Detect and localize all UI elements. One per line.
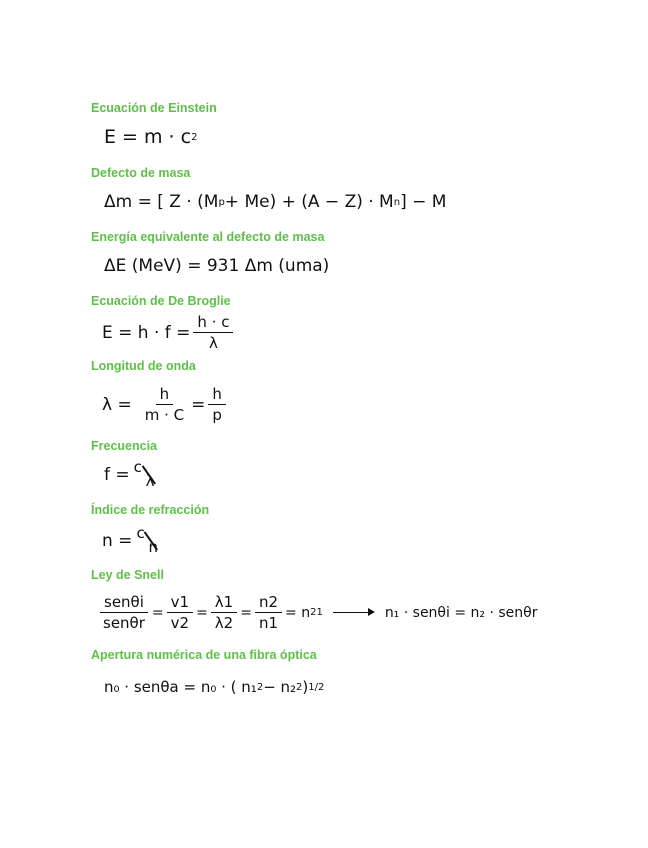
wavelength-fraction-2: [208, 386, 226, 423]
frequency-left: f =: [104, 465, 130, 485]
refraction-left: n =: [102, 531, 133, 551]
snell-denominator-4: n1: [258, 614, 279, 632]
de-broglie-denominator: λ: [209, 334, 218, 352]
wavelength-left: λ =: [102, 394, 132, 415]
wavelength-numerator-1: h: [156, 386, 174, 405]
heading-wavelength: Longitud de onda: [91, 359, 196, 373]
formula-snell: [96, 594, 537, 631]
wavelength-denominator-1: m · C: [144, 406, 185, 424]
heading-snell: Ley de Snell: [91, 568, 164, 582]
frequency-denominator: λ: [145, 472, 155, 490]
formula-frequency: [104, 460, 160, 490]
snell-numerator-2: v1: [167, 594, 193, 613]
wavelength-denominator-2: p: [212, 406, 222, 424]
snell-numerator-1: senθi: [100, 594, 148, 613]
formula-einstein: [104, 126, 197, 148]
na-sup-2: 2: [296, 681, 303, 693]
de-broglie-fraction: [193, 314, 233, 351]
refraction-slash-fraction: [136, 526, 162, 556]
mass-defect-part-b: + Me) + (A − Z) · M: [224, 192, 394, 212]
formula-wavelength: [102, 386, 229, 423]
snell-fraction-3: [211, 594, 237, 631]
na-sup-1: 2: [256, 681, 264, 693]
snell-fraction-4: [255, 594, 282, 631]
de-broglie-left: E = h · f =: [102, 322, 191, 343]
snell-equals-3: =: [240, 604, 252, 621]
right-arrow-icon: [333, 608, 375, 618]
snell-equals-1: =: [151, 604, 164, 621]
mass-defect-sub-n: n: [393, 196, 401, 208]
snell-fraction-2: [167, 594, 193, 631]
heading-frequency: Frecuencia: [91, 439, 158, 453]
heading-refraction: Índice de refracción: [91, 503, 210, 517]
snell-tail: = n: [285, 604, 311, 621]
na-part-c: ): [302, 678, 309, 696]
heading-mass-defect: Defecto de masa: [91, 166, 191, 180]
snell-numerator-3: λ1: [211, 594, 237, 613]
wavelength-equals: =: [191, 394, 206, 415]
einstein-expression: E = m · c: [104, 126, 192, 148]
snell-tail-sub: 21: [310, 607, 323, 618]
mass-defect-sub-p: p: [218, 196, 225, 208]
de-broglie-numerator: h · c: [193, 314, 233, 333]
na-part-a: n₀ · senθa = n₀ · ( n₁: [104, 678, 257, 696]
snell-denominator-3: λ2: [214, 614, 234, 632]
refraction-denominator: n: [148, 538, 158, 556]
heading-einstein: Ecuación de Einstein: [91, 101, 217, 115]
formula-mass-defect: [104, 192, 446, 212]
na-part-b: − n₂: [263, 678, 297, 696]
heading-energy-defect: Energía equivalente al defecto de masa: [91, 230, 325, 244]
wavelength-numerator-2: h: [208, 386, 226, 405]
snell-numerator-4: n2: [255, 594, 282, 613]
einstein-exponent: 2: [191, 131, 198, 143]
snell-right: n₁ · senθi = n₂ · senθr: [384, 604, 538, 621]
refraction-numerator: c: [136, 524, 145, 542]
mass-defect-part-c: ] − M: [400, 192, 447, 212]
frequency-numerator: c: [133, 458, 142, 476]
na-sup-3: 1/2: [308, 681, 325, 693]
formula-de-broglie: [102, 314, 236, 351]
heading-numerical-aperture: Apertura numérica de una fibra óptica: [91, 648, 317, 662]
snell-equals-2: =: [196, 604, 208, 621]
wavelength-fraction-1: [141, 386, 188, 423]
heading-de-broglie: Ecuación de De Broglie: [91, 294, 231, 308]
mass-defect-part-a: Δm = [ Z · (M: [104, 192, 219, 212]
snell-denominator-2: v2: [170, 614, 190, 632]
formula-energy-defect: ΔE (MeV) = 931 Δm (uma): [104, 256, 330, 276]
snell-fraction-1: [99, 594, 149, 631]
formula-numerical-aperture: [104, 678, 324, 696]
formula-refraction: [102, 526, 162, 556]
frequency-slash-fraction: [134, 460, 160, 490]
snell-denominator-1: senθr: [103, 614, 145, 632]
